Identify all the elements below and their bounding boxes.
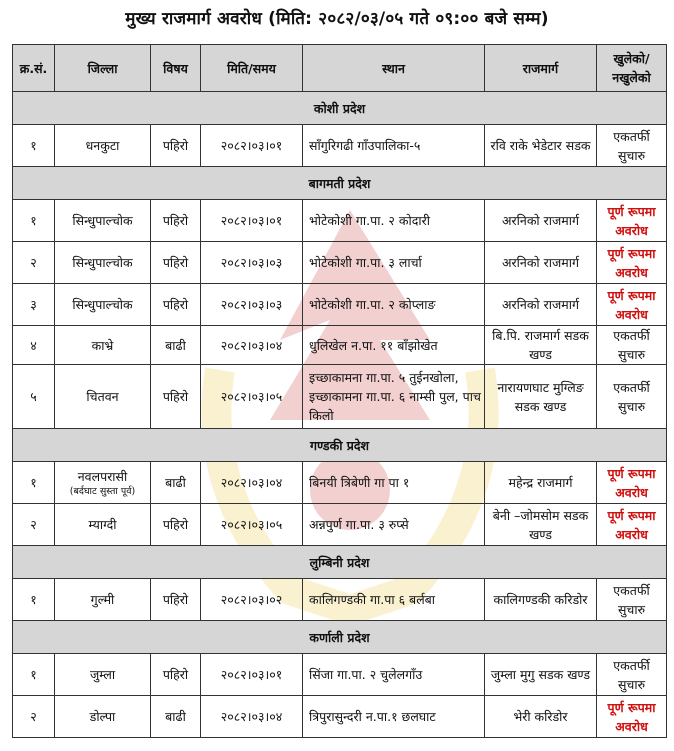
province-name: गण्डकी प्रदेश <box>13 429 667 462</box>
cell-sn: ३ <box>13 284 55 326</box>
cell-date: २०८२।०३।०४ <box>201 462 303 504</box>
cell-status: एकतर्फी सुचारु <box>597 365 667 429</box>
cell-highway: रवि राके भेडेटार सडक <box>485 125 597 167</box>
column-header-type: विषय <box>151 45 201 92</box>
column-header-highway: राजमार्ग <box>485 45 597 92</box>
cell-status: एकतर्फी सुचारु <box>597 326 667 365</box>
table-row <box>13 654 667 696</box>
cell-district: सिन्धुपाल्चोक <box>55 284 151 326</box>
highway-obstruction-table <box>12 44 667 738</box>
cell-place: साँगुरिगढी गाँउपालिका-५ <box>303 125 485 167</box>
province-name: बागमती प्रदेश <box>13 167 667 200</box>
table-row <box>13 696 667 738</box>
cell-highway: कालिगण्डकी करिडोर <box>485 579 597 621</box>
cell-highway: जुम्ला मुगु सडक खण्ड <box>485 654 597 696</box>
cell-date: २०८२।०३।०४ <box>201 326 303 365</box>
cell-highway: अरनिको राजमार्ग <box>485 242 597 284</box>
cell-district: जुम्ला <box>55 654 151 696</box>
cell-district: चितवन <box>55 365 151 429</box>
cell-highway: नारायणघाट मुग्लिङ सडक खण्ड <box>485 365 597 429</box>
table-row <box>13 242 667 284</box>
cell-date: २०८२।०३।०२ <box>201 579 303 621</box>
province-header-row <box>13 546 667 579</box>
cell-type: पहिरो <box>151 242 201 284</box>
cell-status: पूर्ण रूपमा अवरोध <box>597 696 667 738</box>
column-header-district: जिल्ला <box>55 45 151 92</box>
cell-district: सिन्धुपाल्चोक <box>55 242 151 284</box>
cell-type: बाढी <box>151 696 201 738</box>
cell-district: म्याग्दी <box>55 504 151 546</box>
cell-status: पूर्ण रूपमा अवरोध <box>597 284 667 326</box>
cell-sn: १ <box>13 654 55 696</box>
province-header-row <box>13 429 667 462</box>
column-header-sn: क्र.सं. <box>13 45 55 92</box>
cell-district: डोल्पा <box>55 696 151 738</box>
cell-date: २०८२।०३।०३ <box>201 242 303 284</box>
cell-highway: अरनिको राजमार्ग <box>485 284 597 326</box>
cell-place: भोटेकोशी गा.पा. २ कोप्लाङ <box>303 284 485 326</box>
table-row <box>13 284 667 326</box>
province-name: लुम्बिनी प्रदेश <box>13 546 667 579</box>
table-row <box>13 462 667 504</box>
cell-place: बिनयी त्रिबेणी गा पा १ <box>303 462 485 504</box>
table-row <box>13 365 667 429</box>
cell-place: त्रिपुरासुन्दरी न.पा.१ छलघाट <box>303 696 485 738</box>
table-row <box>13 125 667 167</box>
cell-place: इच्छाकामना गा.पा. ५ तुईनखोला, इच्छाकामना गा.पा. ६ नाम्सी पुल, पाच किलो <box>303 365 485 429</box>
cell-type: बाढी <box>151 462 201 504</box>
cell-sn: १ <box>13 462 55 504</box>
cell-sn: ४ <box>13 326 55 365</box>
province-header-row <box>13 92 667 125</box>
cell-place: भोटेकोशी गा.पा. २ कोदारी <box>303 200 485 242</box>
table-row <box>13 200 667 242</box>
cell-highway: भेरी करिडोर <box>485 696 597 738</box>
cell-status: एकतर्फी सुचारु <box>597 654 667 696</box>
cell-sn: १ <box>13 200 55 242</box>
cell-status: पूर्ण रूपमा अवरोध <box>597 242 667 284</box>
cell-date: २०८२।०३।०४ <box>201 696 303 738</box>
cell-district: काभ्रे <box>55 326 151 365</box>
cell-status: पूर्ण रूपमा अवरोध <box>597 462 667 504</box>
cell-place: अन्नपुर्ण गा.पा. ३ रुप्से <box>303 504 485 546</box>
cell-place: कालिगण्डकी गा.पा ६ बर्लबा <box>303 579 485 621</box>
cell-sn: ५ <box>13 365 55 429</box>
cell-district: नवलपरासी (बर्दघाट सुस्ता पूर्व) <box>55 462 151 504</box>
cell-status: एकतर्फी सुचारु <box>597 125 667 167</box>
table-header-row <box>13 45 667 92</box>
province-name: कर्णाली प्रदेश <box>13 621 667 654</box>
cell-date: २०८२।०३।०१ <box>201 654 303 696</box>
cell-type: बाढी <box>151 326 201 365</box>
province-header-row <box>13 167 667 200</box>
cell-district: गुल्मी <box>55 579 151 621</box>
table-row <box>13 579 667 621</box>
cell-place: भोटेकोशी गा.पा. ३ लार्चा <box>303 242 485 284</box>
table-row <box>13 504 667 546</box>
cell-sn: १ <box>13 125 55 167</box>
cell-type: पहिरो <box>151 200 201 242</box>
cell-date: २०८२।०३।०१ <box>201 125 303 167</box>
province-name: कोशी प्रदेश <box>13 92 667 125</box>
cell-type: पहिरो <box>151 365 201 429</box>
table-body <box>13 92 667 738</box>
cell-status: पूर्ण रूपमा अवरोध <box>597 504 667 546</box>
cell-highway: अरनिको राजमार्ग <box>485 200 597 242</box>
cell-date: २०८२।०३।०५ <box>201 504 303 546</box>
cell-sn: २ <box>13 696 55 738</box>
cell-date: २०८२।०३।०५ <box>201 365 303 429</box>
column-header-place: स्थान <box>303 45 485 92</box>
cell-type: पहिरो <box>151 125 201 167</box>
cell-district: सिन्धुपाल्चोक <box>55 200 151 242</box>
cell-type: पहिरो <box>151 579 201 621</box>
cell-highway: बेनी –जोमसोम सडक खण्ड <box>485 504 597 546</box>
cell-status: पूर्ण रूपमा अवरोध <box>597 200 667 242</box>
cell-sn: १ <box>13 579 55 621</box>
cell-highway: बि.पि. राजमार्ग सडक खण्ड <box>485 326 597 365</box>
cell-type: पहिरो <box>151 284 201 326</box>
column-header-status: खुलेको/ नखुलेको <box>597 45 667 92</box>
table-row <box>13 326 667 365</box>
cell-type: पहिरो <box>151 504 201 546</box>
cell-district: धनकुटा <box>55 125 151 167</box>
province-header-row <box>13 621 667 654</box>
cell-type: पहिरो <box>151 654 201 696</box>
cell-date: २०८२।०३।०३ <box>201 284 303 326</box>
cell-sn: २ <box>13 242 55 284</box>
page-title: मुख्य राजमार्ग अवरोध (मिति: २०८२/०३/०५ गते ०९:०० बजे सम्म) <box>125 9 549 29</box>
cell-highway: महेन्द्र राजमार्ग <box>485 462 597 504</box>
cell-place: धुलिखेल न.पा. ११ बाँझोखेत <box>303 326 485 365</box>
cell-status: एकतर्फी सुचारु <box>597 579 667 621</box>
cell-place: सिंजा गा.पा. २ चुलेलगाँउ <box>303 654 485 696</box>
column-header-date: मिति/समय <box>201 45 303 92</box>
cell-sn: २ <box>13 504 55 546</box>
cell-date: २०८२।०३।०१ <box>201 200 303 242</box>
district-note: (बर्दघाट सुस्ता पूर्व) <box>69 486 136 497</box>
